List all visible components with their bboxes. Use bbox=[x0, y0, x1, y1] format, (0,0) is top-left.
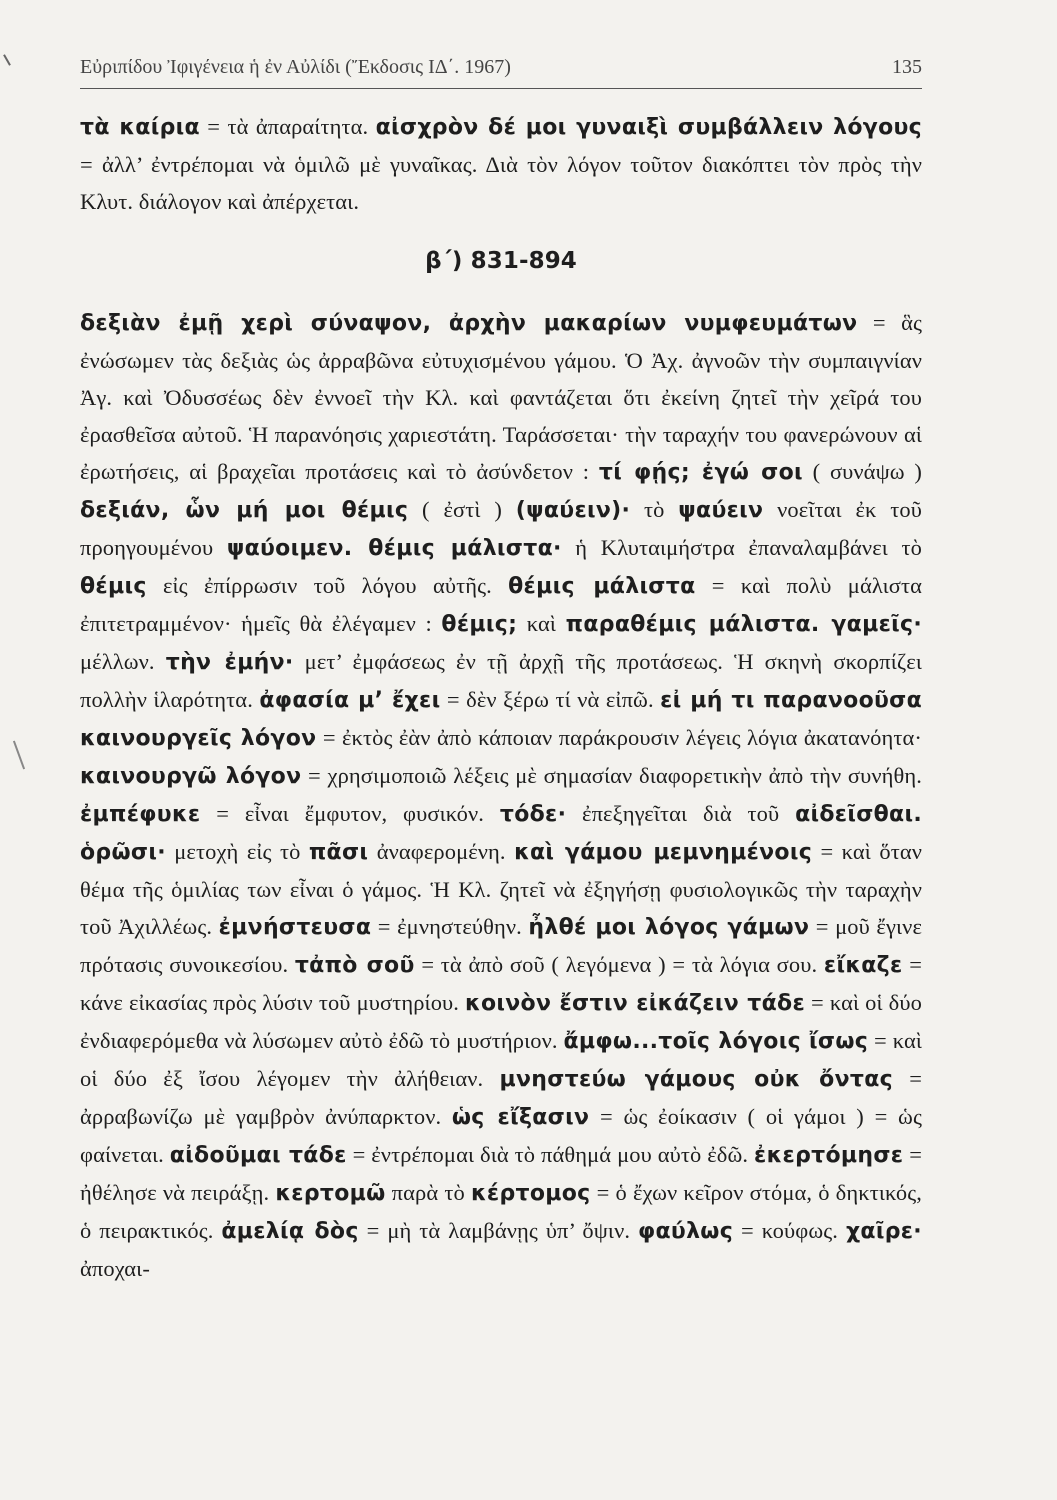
commentary-text: = καὶ ὅταν θέμα τῆς ὁμιλίας των εἶναι ὁ γάμος. Ἡ Κλ. ζητεῖ νὰ ἐξηγήσῃ φυσιολογικῶς τὴν ταραχὴν τοῦ Ἀχιλλέως. bbox=[80, 839, 922, 939]
lemma-text: δεξιάν, ὧν μή μοι θέμις bbox=[80, 498, 409, 523]
lemma-text: τόδε· bbox=[499, 802, 567, 827]
lemma-text: κέρτομος bbox=[470, 1181, 591, 1206]
header-rule bbox=[80, 88, 922, 89]
commentary-text: ἀναφερομένη. bbox=[368, 839, 515, 864]
lemma-text: μνηστεύω γάμους οὐκ ὄντας bbox=[499, 1067, 893, 1092]
commentary-text: = μὴ τὰ λαμβάνῃς ὑπ’ ὄψιν. bbox=[358, 1218, 638, 1243]
lemma-text: ἀμελίᾳ δὸς bbox=[221, 1219, 359, 1244]
section-title: β΄) 831-894 bbox=[425, 248, 577, 274]
lemma-text: αἰδοῦμαι τάδε bbox=[169, 1143, 347, 1168]
lemma-text: πᾶσι bbox=[308, 840, 369, 865]
lemma-text: εἰ μή τι παρανοοῦσα καινουργεῖς λόγον bbox=[80, 688, 922, 751]
lemma-text: ἦλθέ μοι λόγος γάμων bbox=[528, 915, 810, 940]
commentary-text: = καὶ οἱ δύο ἐξ ἴσου λέγομεν τὴν ἀλήθειαν. bbox=[80, 1028, 922, 1091]
commentary-text: = δὲν ξέρω τί νὰ εἰπῶ. bbox=[440, 687, 661, 712]
lemma-text: κερτομῶ bbox=[275, 1181, 386, 1206]
paragraph-commentary bbox=[80, 304, 922, 1287]
commentary-text: τὸ bbox=[630, 497, 679, 522]
commentary-text: ἐπεξηγεῖται διὰ τοῦ bbox=[566, 801, 796, 826]
commentary-text: ἡ Κλυταιμήστρα ἐπαναλαμβάνει τὸ bbox=[561, 535, 923, 560]
commentary-text: = ὁ ἔχων κεῖρον στόμα, ὁ δηκτικός, ὁ πειρακτικός. bbox=[80, 1180, 923, 1243]
commentary-text: = ἠθέλησε νὰ πειράξῃ. bbox=[80, 1142, 922, 1205]
commentary-text: = ἐντρέπομαι διὰ τὸ πάθημά μου αὐτὸ ἐδῶ. bbox=[346, 1142, 755, 1167]
commentary-text: μετοχὴ εἰς τὸ bbox=[165, 839, 309, 864]
lemma-text: ἀφασία μ’ ἔχει bbox=[259, 688, 441, 713]
lemma-text: ὡς εἴξασιν bbox=[451, 1105, 590, 1130]
lemma-text: τἀπὸ σοῦ bbox=[294, 953, 415, 978]
body-text bbox=[80, 108, 922, 1287]
lemma-text: αἰσχρὸν δέ μοι γυναιξὶ συμβάλλειν λόγους bbox=[375, 115, 923, 140]
commentary-text: παρὰ τὸ bbox=[385, 1180, 471, 1205]
lemma-text: θέμις bbox=[80, 574, 147, 599]
commentary-text: = χρησιμοποιῶ λέξεις μὲ σημασίαν διαφορετικὴν ἀπὸ τὴν συνήθη. bbox=[301, 763, 922, 788]
lemma-text: ψαύειν bbox=[678, 498, 764, 523]
running-title: Εὐριπίδου Ἰφιγένεια ἡ ἐν Αὐλίδι (Ἔκδοσις ΙΔ΄. 1967) bbox=[80, 56, 511, 78]
commentary-text: ἀποχαι- bbox=[80, 1256, 150, 1281]
lemma-text: ἐκερτόμησε bbox=[754, 1143, 904, 1168]
lemma-text: θέμις μάλιστα bbox=[508, 574, 696, 599]
commentary-text: = κάνε εἰκασίας πρὸς λύσιν τοῦ μυστηρίου. bbox=[80, 952, 922, 1015]
lemma-text: ἄμφω...τοῖς λόγοις ἴσως bbox=[563, 1029, 869, 1054]
commentary-text: = τὰ ἀπὸ σοῦ ( λεγόμενα ) = τὰ λόγια σου. bbox=[414, 952, 824, 977]
commentary-text: καὶ bbox=[517, 611, 566, 636]
lemma-text: καινουργῶ λόγον bbox=[80, 764, 302, 789]
lemma-text: εἴκαζε bbox=[823, 953, 903, 978]
scan-mark bbox=[13, 741, 25, 770]
lemma-text: θέμις; bbox=[441, 612, 518, 637]
page-number: 135 bbox=[892, 56, 922, 78]
lemma-text: τὰ καίρια bbox=[80, 115, 200, 140]
commentary-text: = κούφως. bbox=[733, 1218, 846, 1243]
commentary-text: = εἶναι ἔμφυτον, φυσικόν. bbox=[200, 801, 500, 826]
lemma-text: ἐμνήστευσα bbox=[218, 915, 372, 940]
commentary-text: μέλλων. bbox=[80, 649, 166, 674]
lemma-text: αἰδεῖσθαι. ὁρῶσι· bbox=[80, 802, 922, 865]
lemma-text: κοινὸν ἔστιν εἰκάζειν τάδε bbox=[465, 991, 805, 1016]
scan-mark bbox=[3, 54, 11, 65]
lemma-text: φαύλως bbox=[638, 1219, 734, 1244]
running-header bbox=[80, 56, 922, 79]
paragraph-intro bbox=[80, 108, 922, 220]
lemma-text: χαῖρε· bbox=[845, 1219, 922, 1244]
commentary-text: ( ἐστὶ ) bbox=[408, 497, 516, 522]
commentary-text: μετ’ ἐμφάσεως ἐν τῇ ἀρχῇ τῆς προτάσεως. Ἡ σκηνὴ σκορπίζει πολλὴν ἱλαρότητα. bbox=[80, 649, 922, 712]
commentary-text: = ἃς ἐνώσωμεν τὰς δεξιὰς ὡς ἀρραβῶνα εὐτυχισμένου γάμου. Ὁ Ἀχ. ἀγνοῶν τὴν συμπαιγνίαν Ἀγ. καὶ Ὀδυσσέως δὲν ἐννοεῖ τὴν Κλ. καὶ φαντάζεται ὅτι ἐκείνη ζητεῖ τὴν χεῖρά του ἐρασθεῖσα αὐτοῦ. Ἡ παρανόησις χαριεστάτη. Ταράσσεται· τὴν ταραχήν του φανερώνουν αἱ ἐρωτήσεις, αἱ βραχεῖαι προτάσεις καὶ τὸ ἀσύνδετον : bbox=[80, 310, 922, 484]
lemma-text: ἐμπέφυκε bbox=[80, 802, 201, 827]
lemma-text: δεξιὰν ἐμῇ χερὶ σύναψον, ἀρχὴν μακαρίων νυμφευμάτων bbox=[80, 311, 858, 336]
lemma-text: καὶ γάμου μεμνημένοις bbox=[514, 840, 813, 865]
commentary-text: = ὡς ἐοίκασιν ( οἱ γάμοι ) = ὡς φαίνεται. bbox=[80, 1104, 922, 1167]
lemma-text: ψαύοιμεν. θέμις μάλιστα· bbox=[226, 536, 562, 561]
commentary-text: = ἐμνηστεύθην. bbox=[371, 914, 529, 939]
lemma-text: τὴν ἐμήν· bbox=[165, 650, 294, 675]
commentary-text: ( συνάψω ) bbox=[802, 459, 922, 484]
commentary-text: = ἀρραβωνίζω μὲ γαμβρὸν ἀνύπαρκτον. bbox=[80, 1066, 923, 1129]
commentary-text: = ἀλλ’ ἐντρέπομαι νὰ ὁμιλῶ μὲ γυναῖκας. Διὰ τὸν λόγον τοῦτον διακόπτει τὸν πρὸς τὴν Κλυτ. διάλογον καὶ ἀπέρχεται. bbox=[80, 152, 922, 214]
lemma-text: παραθέμις μάλιστα. γαμεῖς· bbox=[565, 612, 922, 637]
commentary-text: = καὶ οἱ δύο ἐνδιαφερόμεθα νὰ λύσωμεν αὐτὸ ἐδῶ τὸ μυστήριον. bbox=[80, 990, 922, 1053]
commentary-text: = μοῦ ἔγινε πρότασις συνοικεσίου. bbox=[80, 914, 922, 977]
commentary-text: νοεῖται ἐκ τοῦ προηγουμένου bbox=[80, 497, 922, 560]
commentary-text: = καὶ πολὺ μάλιστα ἐπιτετραμμένον· ἡμεῖς θὰ ἐλέγαμεν : bbox=[80, 573, 922, 636]
commentary-text: = ἐκτὸς ἐὰν ἀπὸ κάποιαν παράκρουσιν λέγεις λόγια ἀκατανόητα· bbox=[316, 725, 922, 750]
commentary-text: εἰς ἐπίρρωσιν τοῦ λόγου αὐτῆς. bbox=[146, 573, 509, 598]
commentary-text: = τὰ ἀπαραίτητα. bbox=[199, 114, 376, 139]
lemma-text: (ψαύειν)· bbox=[515, 498, 631, 523]
lemma-text: τί φῄς; ἐγώ σοι bbox=[598, 460, 803, 485]
